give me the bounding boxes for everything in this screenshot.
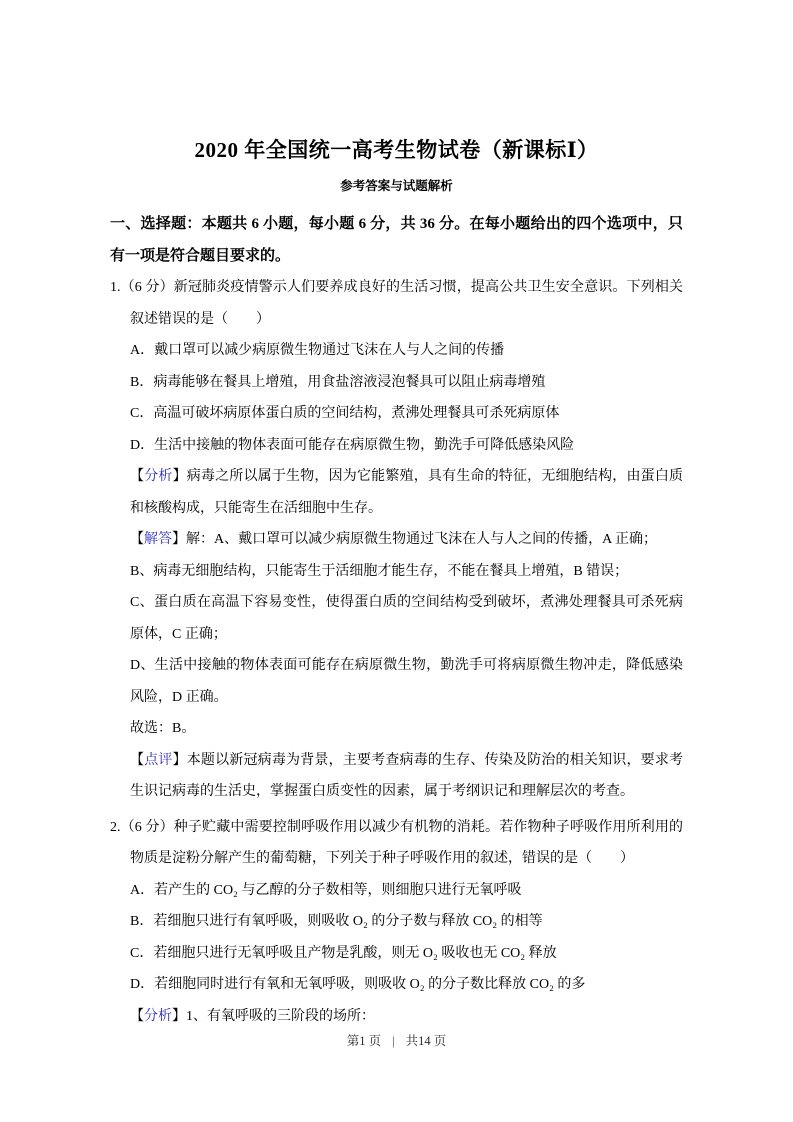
questions-content bbox=[110, 272, 684, 1032]
question-1 bbox=[110, 272, 684, 808]
answer-text: 解：A、戴口罩可以减少病原微生物通过飞沫在人与人之间的传播，A 正确； bbox=[186, 532, 657, 547]
question-1-analysis bbox=[130, 461, 683, 524]
question-1-answer-line-1 bbox=[130, 524, 683, 556]
question-2-option-a: A．若产生的 CO₂ 与乙醇的分子数相等，则细胞只进行无氧呼吸 bbox=[130, 882, 522, 898]
question-2-stem bbox=[110, 812, 683, 875]
question-1-option-b: B．病毒能够在餐具上增殖，用食盐溶液浸泡餐具可以阻止病毒增殖 bbox=[130, 374, 546, 390]
answer-label: 【解答】 bbox=[130, 532, 186, 547]
question-2-analysis bbox=[130, 1001, 683, 1033]
question-number: 1. bbox=[110, 280, 121, 295]
question-2 bbox=[110, 812, 683, 1033]
question-number: 2. bbox=[110, 819, 121, 835]
question-2-option-d: D．若细胞同时进行有氧和无氧呼吸，则吸收 O₂ 的分子数比释放 CO₂ 的多 bbox=[130, 977, 586, 992]
comment-text: 本题以新冠病毒为背景，主要考查病毒的生存、传染及防治的相关知识，要求考生识记病毒的生活史，掌握蛋白质变性的因素，属于考纲识记和理解层次的考查。 bbox=[130, 752, 684, 799]
section-heading: 一、选择题：本题共 6 小题，每小题 6 分，共 36 分。在每小题给出的四个选项中，只有一项是符合题目要求的。 bbox=[110, 216, 683, 264]
footer-total-pages: 共14 页 bbox=[405, 1034, 447, 1048]
question-stem-text: （6 分）种子贮藏中需要控制呼吸作用以减少有机物的消耗。若作物种子呼吸作用所利用的物质是淀粉分解产生的葡萄糖，下列关于种子呼吸作用的叙述，错误的是（ ） bbox=[120, 819, 683, 866]
page-footer bbox=[0, 1032, 793, 1050]
question-1-option-d: D．生活中接触的物体表面可能存在病原微生物，勤洗手可降低感染风险 bbox=[130, 437, 575, 453]
question-1-answer-line-3: C、蛋白质在高温下容易变性，使得蛋白质的空间结构受到破坏，煮沸处理餐具可杀死病原体，C 正确； bbox=[130, 595, 683, 642]
question-2-option-c: C．若细胞只进行无氧呼吸且产物是乳酸，则无 O₂ 吸收也无 CO₂ 释放 bbox=[130, 945, 557, 961]
question-2-option-b: B．若细胞只进行有氧呼吸，则吸收 O₂ 的分子数与释放 CO₂ 的相等 bbox=[130, 914, 543, 929]
analysis-text: 1、有氧呼吸的三阶段的场所： bbox=[186, 1008, 375, 1024]
analysis-text: 病毒之所以属于生物，因为它能繁殖，具有生命的特征，无细胞结构，由蛋白质和核酸构成，只能寄生在活细胞中生存。 bbox=[130, 469, 684, 516]
question-1-option-a: A．戴口罩可以减少病原微生物通过飞沫在人与人之间的传播 bbox=[130, 343, 505, 358]
page-title: 2020 年全国统一高考生物试卷（新课标Ⅰ） bbox=[194, 138, 599, 162]
comment-label: 【点评】 bbox=[130, 752, 187, 768]
question-1-stem bbox=[110, 272, 683, 335]
question-stem-text: （6 分）新冠肺炎疫情警示人们要养成良好的生活习惯，提高公共卫生安全意识。下列相关叙述错误的是（ ） bbox=[120, 280, 683, 327]
question-1-answer-conclusion: 故选：B。 bbox=[130, 721, 196, 736]
question-1-answer-line-2: B、病毒无细胞结构，只能寄生于活细胞才能生存，不能在餐具上增殖，B 错误； bbox=[130, 563, 629, 579]
footer-page-number: 第1 页 bbox=[346, 1034, 382, 1048]
question-1-option-c: C．高温可破坏病原体蛋白质的空间结构，煮沸处理餐具可杀死病原体 bbox=[130, 406, 560, 421]
page-subtitle: 参考答案与试题解析 bbox=[340, 179, 453, 193]
footer-separator: | bbox=[392, 1034, 395, 1048]
question-1-answer-line-4: D、生活中接触的物体表面可能存在病原微生物，勤洗手可将病原微生物冲走，降低感染风险，D 正确。 bbox=[130, 658, 683, 705]
question-1-comment bbox=[130, 745, 683, 808]
analysis-label: 【分析】 bbox=[130, 469, 187, 484]
analysis-label: 【分析】 bbox=[130, 1008, 186, 1024]
